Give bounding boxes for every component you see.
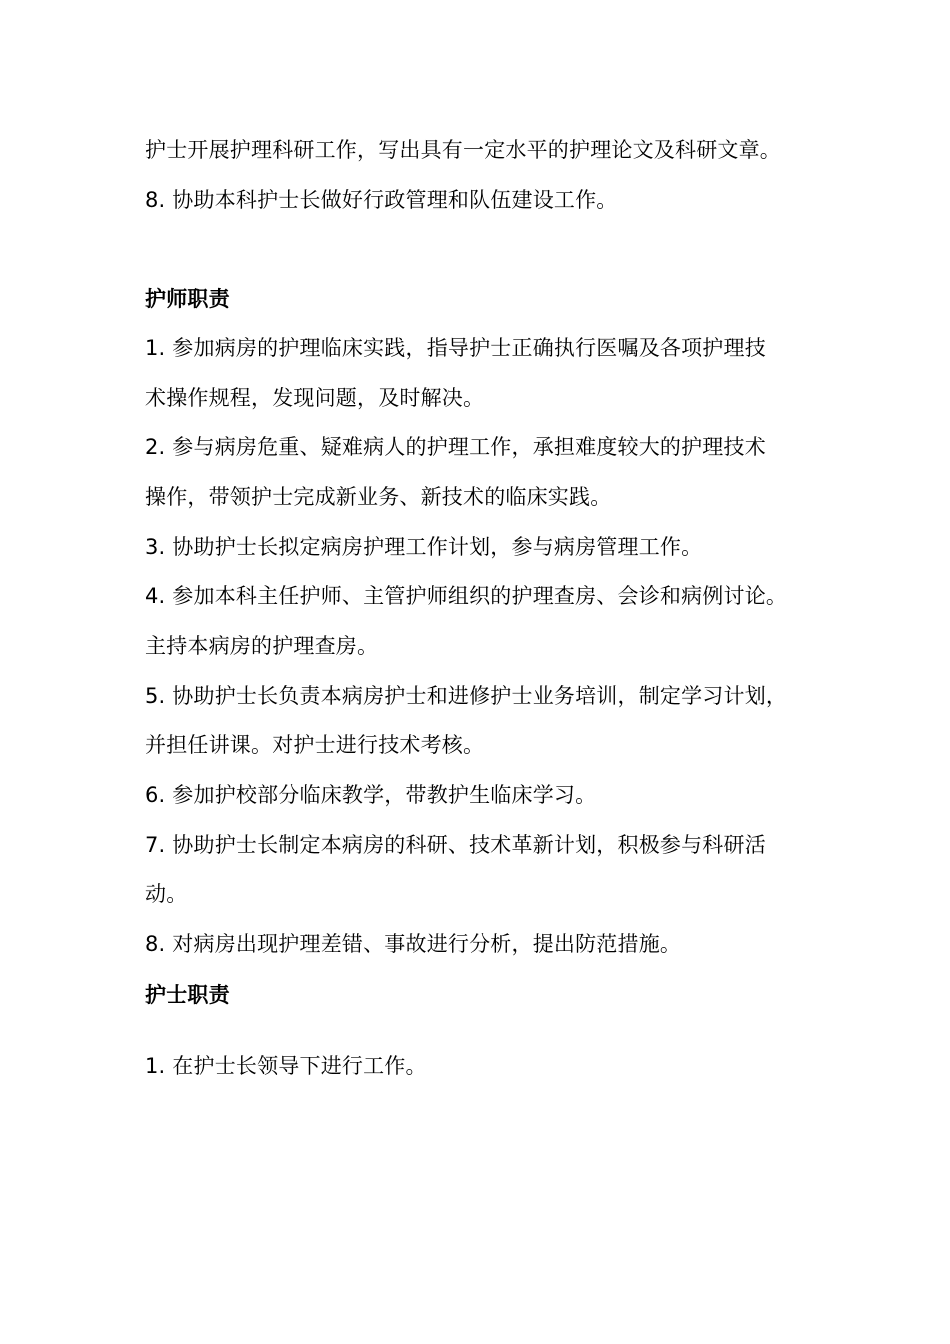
paragraph-line: 2. 参与病房危重、疑难病人的护理工作，承担难度较大的护理技术 <box>145 435 766 459</box>
paragraph-line: 5. 协助护士长负责本病房护士和进修护士业务培训，制定学习计划， <box>145 684 788 708</box>
paragraph-line: 3. 协助护士长拟定病房护理工作计划，参与病房管理工作。 <box>145 535 703 559</box>
paragraph-line: 8. 协助本科护士长做好行政管理和队伍建设工作。 <box>145 188 618 212</box>
paragraph-line: 7. 协助护士长制定本病房的科研、技术革新计划，积极参与科研活 <box>145 833 766 857</box>
paragraph-line: 8. 对病房出现护理差错、事故进行分析，提出防范措施。 <box>145 932 682 956</box>
paragraph-line: 动。 <box>145 882 188 906</box>
section-heading: 护士职责 <box>145 983 230 1007</box>
section-heading: 护师职责 <box>145 287 230 311</box>
paragraph-line: 术操作规程，发现问题，及时解决。 <box>145 386 485 410</box>
paragraph-line: 6. 参加护校部分临床教学，带教护生临床学习。 <box>145 783 597 807</box>
paragraph-line: 护士开展护理科研工作，写出具有一定水平的护理论文及科研文章。 <box>145 138 781 162</box>
paragraph-line: 操作，带领护士完成新业务、新技术的临床实践。 <box>145 485 612 509</box>
paragraph-line: 1. 在护士长领导下进行工作。 <box>145 1054 427 1078</box>
paragraph-line: 主持本病房的护理查房。 <box>145 634 379 658</box>
paragraph-line: 并担任讲课。对护士进行技术考核。 <box>145 733 485 757</box>
paragraph-line: 4. 参加本科主任护师、主管护师组织的护理查房、会诊和病例讨论。 <box>145 584 788 608</box>
paragraph-line: 1. 参加病房的护理临床实践，指导护士正确执行医嘱及各项护理技 <box>145 336 766 360</box>
